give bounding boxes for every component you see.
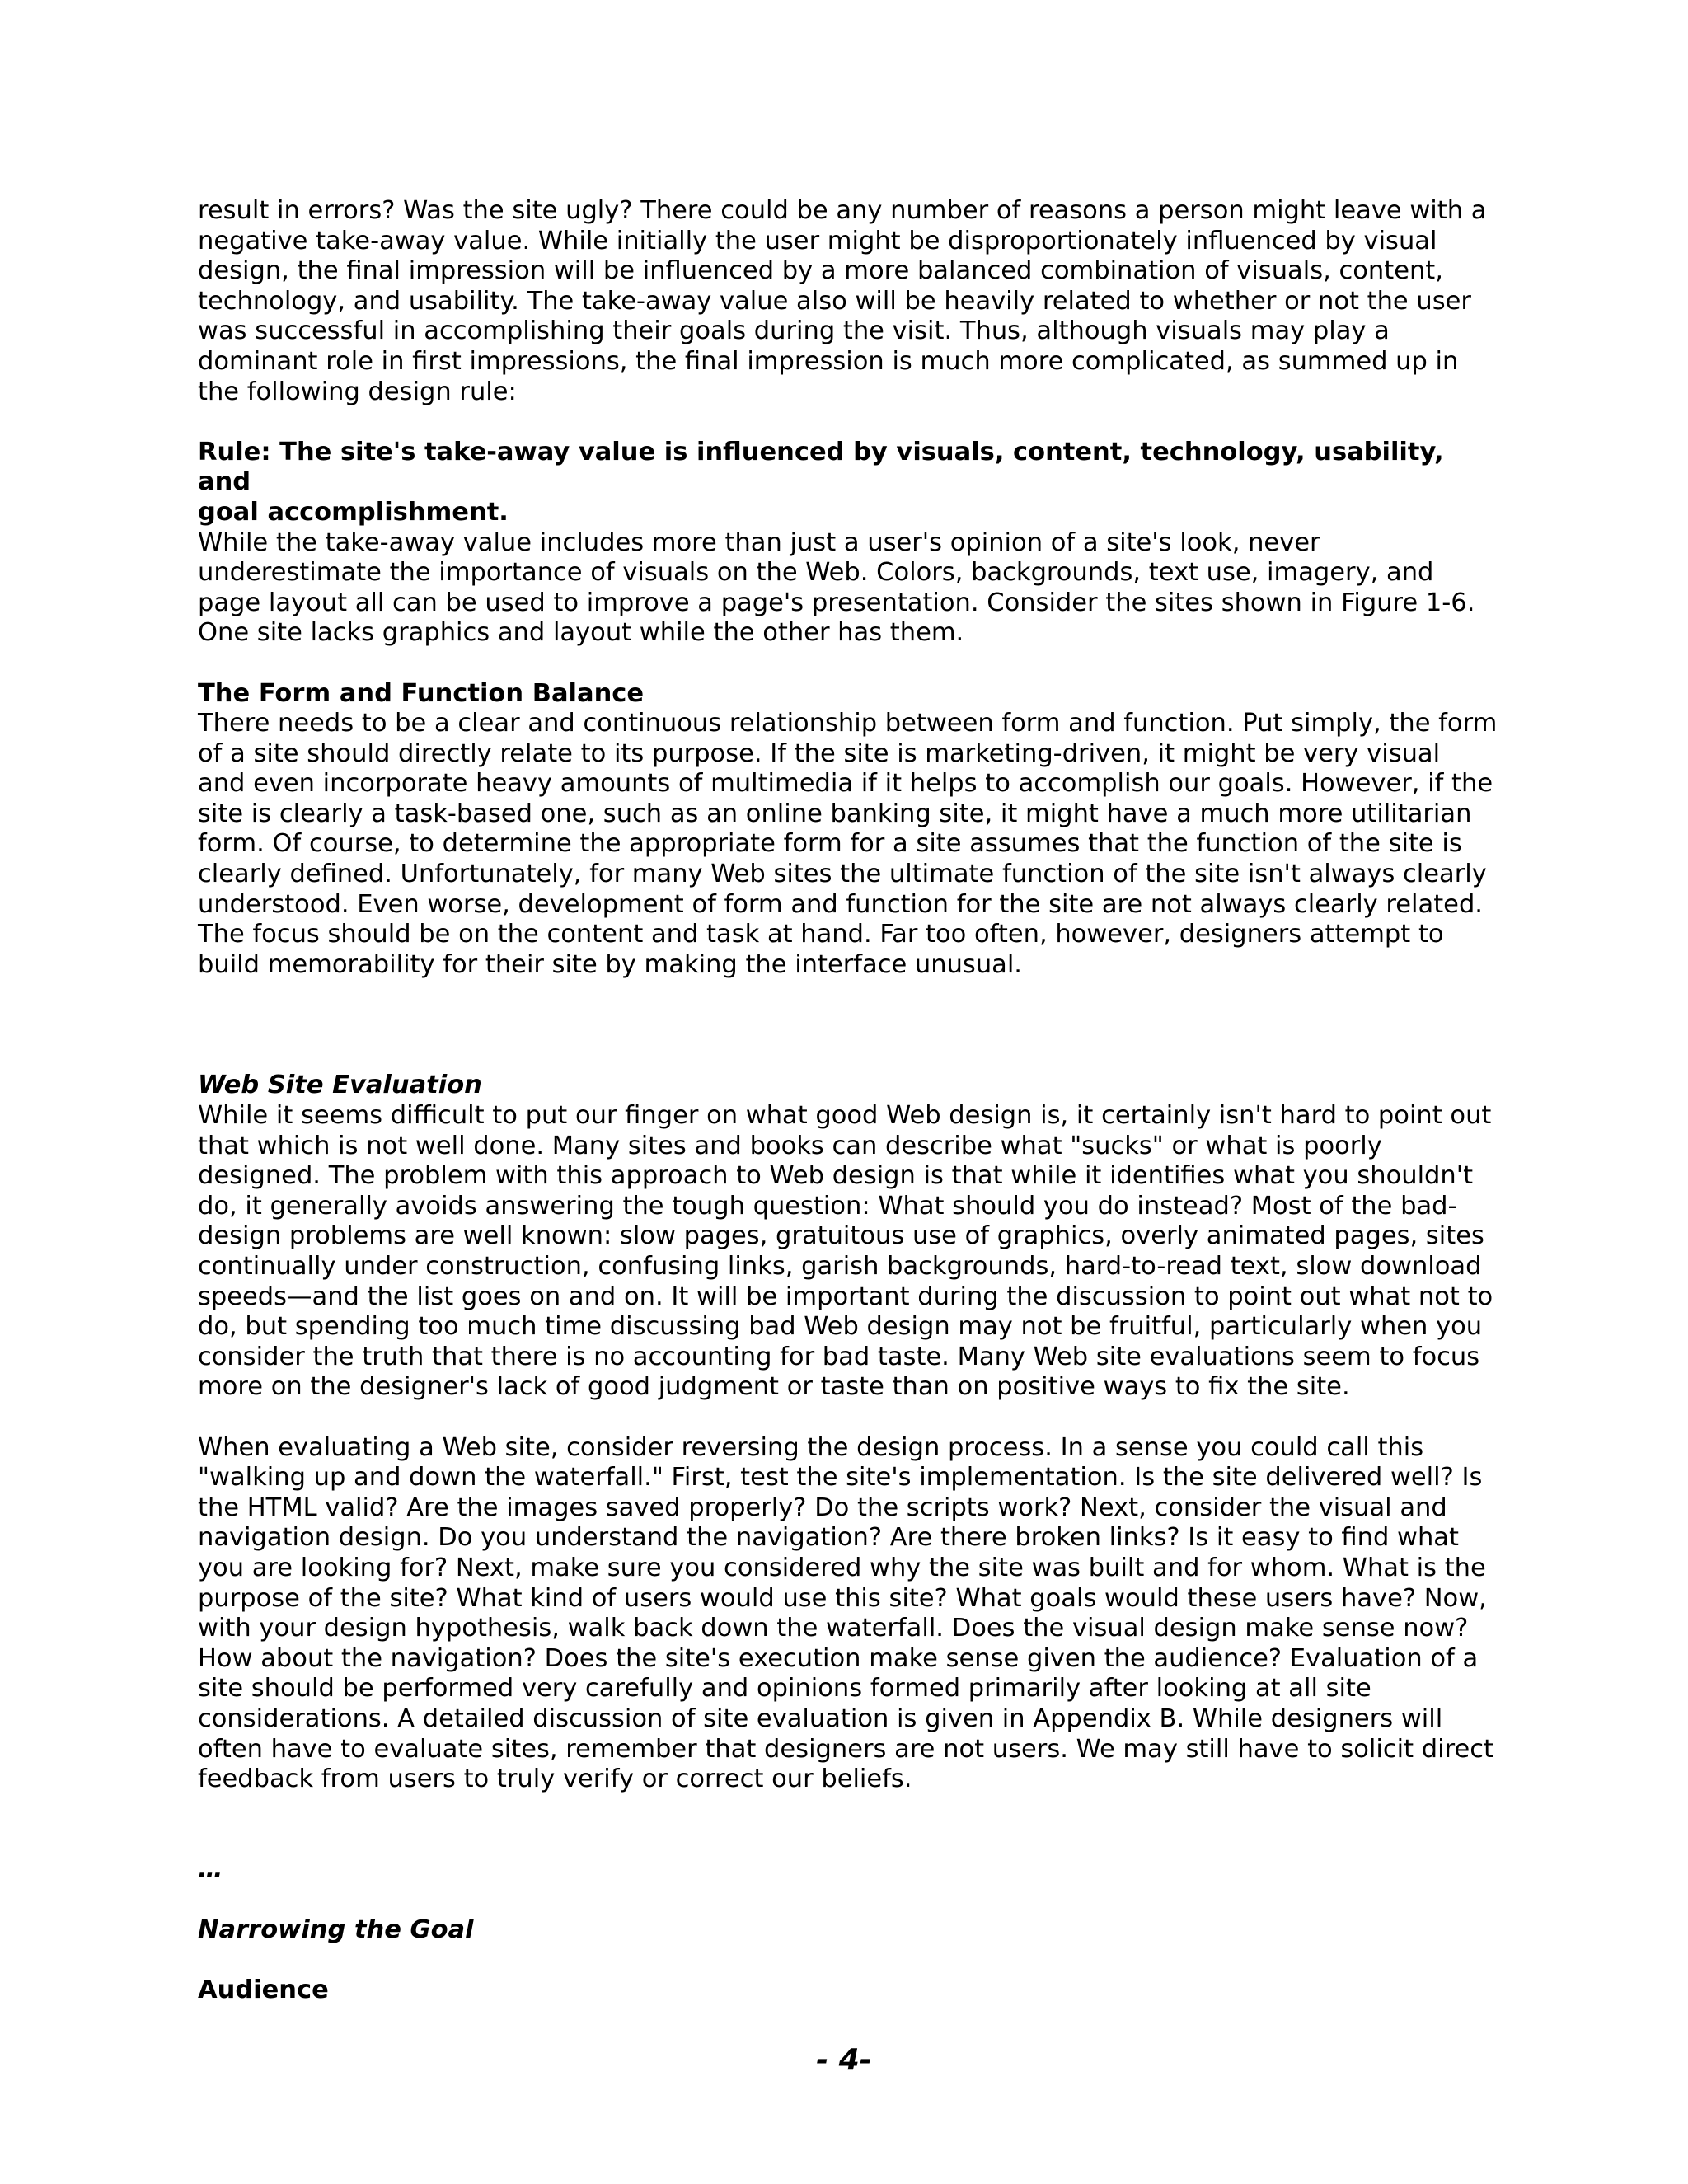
section-heading-form-function: The Form and Function Balance xyxy=(198,678,645,708)
spacer xyxy=(198,1795,1500,1855)
spacer xyxy=(198,980,1500,1071)
spacer xyxy=(198,1885,1500,1915)
ellipsis-marker: … xyxy=(198,1854,223,1884)
paragraph-waterfall: When evaluating a Web site, consider reversing the design process. In a sense you could call this "walking up and down the waterfall." First, test the site's implementation. Is the site delivered well? Is the HTML valid? Are the images saved properly? Do the scripts work? Next, consider the visual and navigation design. Do you understand the navigation? Are there broken links? Is it easy to find what you are looking for? Next, make sure you considered why the site was built and for whom. What is the purpose of the site? What kind of users would use this site? What goals would these users have? Now, with your design hypothesis, walk back down the waterfall. Does the visual design make sense now? How about the navigation? Does the site's execution make sense given the audience? Evaluation of a site should be performed very carefully and opinions formed primarily after looking at all site considerations. A detailed discussion of site evaluation is given in Appendix B. While designers will often have to evaluate sites, remember that designers are not users. We may still have to solicit direct feedback from users to truly verify or correct our beliefs. xyxy=(198,1432,1493,1794)
spacer xyxy=(198,407,1500,438)
spacer xyxy=(198,1403,1500,1433)
document-page xyxy=(198,196,1500,2006)
design-rule: Rule: The site's take-away value is influenced by visuals, content, technology, usability, and goal accomplishment. xyxy=(198,437,1444,527)
spacer xyxy=(198,1945,1500,1975)
page-number: - 4- xyxy=(816,2043,872,2077)
paragraph-visuals: While the take-away value includes more than just a user's opinion of a site's look, never underestimate the importance of visuals on the Web. Colors, backgrounds, text use, imagery, and page layout all can be used to improve a page's presentation. Consider the sites shown in Figure 1-6. One site lacks graphics and layout while the other has them. xyxy=(198,527,1475,648)
paragraph-evaluation: While it seems difficult to put our finger on what good Web design is, it certainly isn't hard to point out that which is not well done. Many sites and books can describe what "sucks" or what is poorly designed. The problem with this approach to Web design is that while it identifies what you shouldn't do, it generally avoids answering the tough question: What should you do instead? Most of the bad- design problems are well known: slow pages, gratuitous use of graphics, overly animated pages, sites continually under construction, confusing links, garish backgrounds, hard-to-read text, slow download speeds—and the list goes on and on. It will be important during the discussion to point out what not to do, but spending too much time discussing bad Web design may not be fruitful, particularly when you consider the truth that there is no accounting for bad taste. Many Web site evaluations seem to focus more on the designer's lack of good judgment or taste than on positive ways to fix the site. xyxy=(198,1101,1493,1402)
section-heading-audience: Audience xyxy=(198,1975,329,2005)
section-heading-evaluation: Web Site Evaluation xyxy=(198,1071,482,1100)
section-heading-narrowing: Narrowing the Goal xyxy=(198,1915,474,1944)
spacer xyxy=(198,649,1500,679)
paragraph-takeaway-intro: result in errors? Was the site ugly? There could be any number of reasons a person might leave with a negative take-away value. While initially the user might be disproportionately influenced by visual design, the final impression will be influenced by a more balanced combination of visuals, content, technology, and usability. The take-away value also will be heavily related to whether or not the user was successful in accomplishing their goals during the visit. Thus, although visuals may play a dominant role in first impressions, the final impression is much more complicated, as summed up in the following design rule: xyxy=(198,196,1487,406)
paragraph-form-function: There needs to be a clear and continuous relationship between form and function. Put simply, the form of a site should directly relate to its purpose. If the site is marketing-driven, it might be very visual and even incorporate heavy amounts of multimedia if it helps to accomplish our goals. However, if the site is clearly a task-based one, such as an online banking site, it might have a much more utilitarian form. Of course, to determine the appropriate form for a site assumes that the function of the site is clearly defined. Unfortunately, for many Web sites the ultimate function of the site isn't always clearly understood. Even worse, development of form and function for the site are not always clearly related. The focus should be on the content and task at hand. Far too often, however, designers attempt to build memorability for their site by making the interface unusual. xyxy=(198,709,1498,979)
